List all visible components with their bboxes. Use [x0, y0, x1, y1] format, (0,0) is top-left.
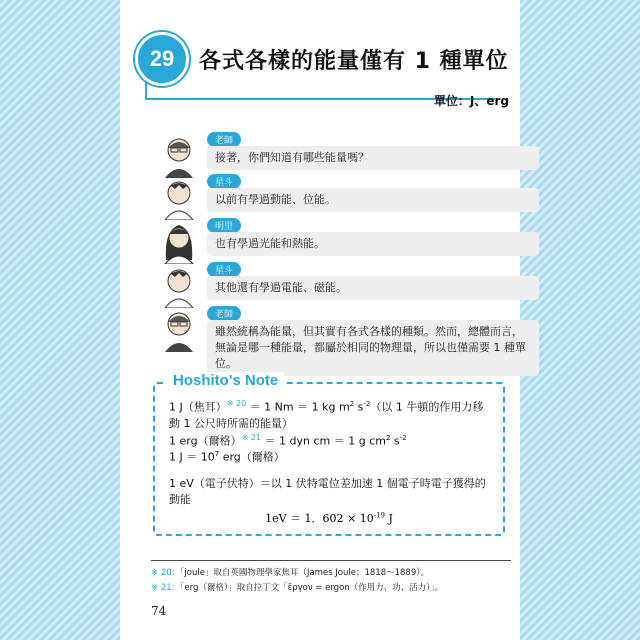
speaker-label: 星斗 — [207, 262, 241, 277]
dialogue-row — [161, 310, 526, 370]
left-stripe-border — [0, 0, 120, 640]
footnote-divider — [151, 560, 511, 561]
speech-bubble: 其他還有學過電能、磁能。 — [207, 276, 539, 300]
speech-bubble: 以前有學過動能、位能。 — [207, 188, 539, 212]
student-girl-avatar-icon — [161, 220, 197, 264]
hoshito-note-box — [153, 372, 505, 536]
speech-bubble: 接著，你們知道有哪些能量嗎？ — [207, 146, 539, 170]
right-stripe-border — [520, 0, 640, 640]
footnote: ※ 21：「erg（爾格）」取自拉丁文「ἔργον = ergon（作用力、功、活力）」。 — [151, 583, 444, 593]
ev-formula: 1eV ＝ 1．$602 \times 10^{-19}$ J — [265, 511, 393, 525]
note-line-joule: 1 J（焦耳）$^{※ 20}$ ＝ 1 Nm ＝ 1 kg $m^2$ $s^{-2}$（以 1 牛頓的作用力移動 1 公尺時所需的能量） — [169, 399, 484, 430]
dialogue-row — [161, 180, 511, 216]
note-line-erg: 1 erg（爾格）$^{※ 21}$ ＝ 1 dyn cm ＝ 1 g $cm^2$ $s^{-2}$ — [169, 433, 407, 448]
section-header — [145, 38, 509, 100]
student-boy-avatar-icon — [161, 176, 197, 220]
teacher-avatar-icon — [161, 134, 197, 178]
speaker-label: 老師 — [207, 306, 241, 321]
note-line-conversion: 1 $J = 10^7$ erg（爾格） — [169, 450, 285, 464]
unit-label: 單位：J、erg — [433, 94, 509, 108]
section-number-badge: 29 — [135, 32, 189, 86]
footnote: ※ 20：「joule」取自英國物理學家焦耳（James Joule；1818～1889）。 — [151, 568, 429, 578]
speaker-label: 老師 — [207, 132, 241, 147]
page-number: 74 — [151, 604, 167, 618]
dialogue-row — [161, 268, 511, 304]
dialogue-row — [161, 138, 511, 174]
speaker-label: 星斗 — [207, 174, 241, 189]
speech-bubble: 也有學過光能和熱能。 — [207, 232, 539, 256]
teacher-avatar-icon — [161, 308, 197, 352]
note-title: Hoshito's Note — [167, 372, 284, 389]
speech-bubble: 雖然統稱為能量，但其實有各式各樣的種類。然而，總體而言，無論是哪一種能量，都屬於相同的物理量，所以也僅需要 1 種單位。 — [207, 320, 539, 376]
dialogue-row — [161, 224, 511, 260]
speaker-label: 明里 — [207, 218, 241, 233]
page-title: 各式各樣的能量僅有 1 種單位 — [199, 49, 509, 74]
student-boy-avatar-icon — [161, 264, 197, 308]
note-line-ev: 1 eV（電子伏特）＝以 1 伏特電位差加速 1 個電子時電子獲得的動能 — [169, 477, 486, 506]
page-panel — [121, 0, 526, 640]
